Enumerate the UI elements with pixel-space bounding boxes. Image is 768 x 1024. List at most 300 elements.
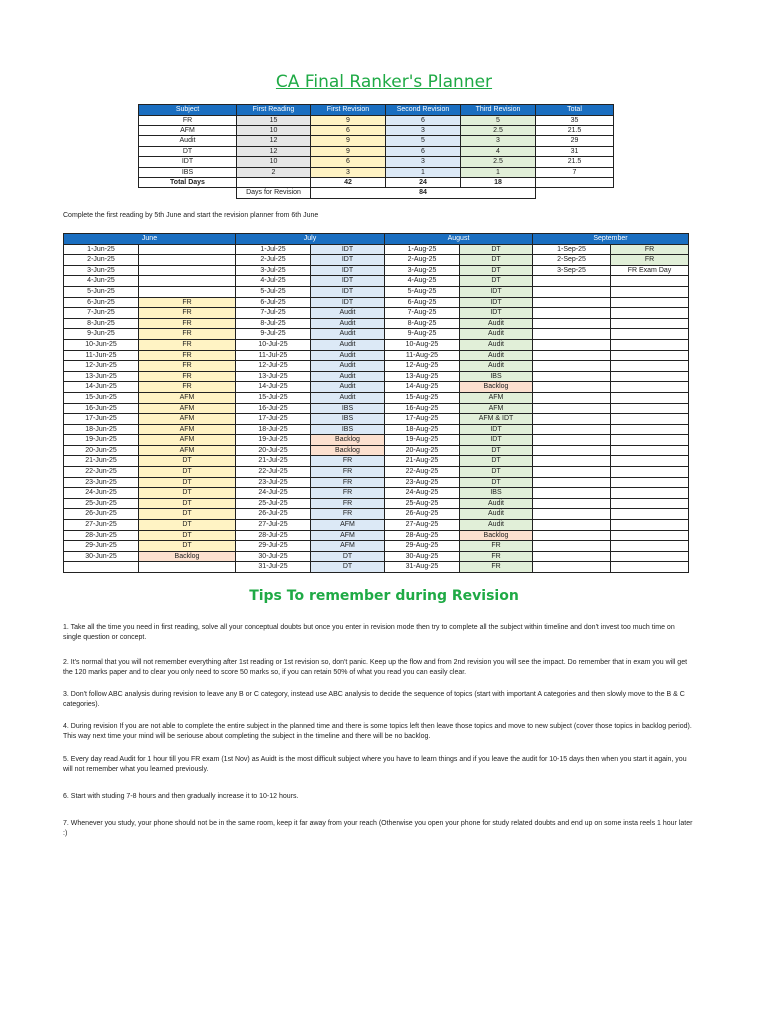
summary-cell: 12 xyxy=(237,136,311,146)
date-cell xyxy=(533,392,611,403)
date-cell: 4-Jul-25 xyxy=(236,276,311,287)
subject-cell xyxy=(611,339,689,350)
date-cell: 9-Aug-25 xyxy=(385,329,460,340)
subject-cell xyxy=(611,392,689,403)
summary-cell: 3 xyxy=(311,167,386,177)
date-cell: 20-Aug-25 xyxy=(385,445,460,456)
date-cell xyxy=(533,318,611,329)
date-cell: 10-Jun-25 xyxy=(64,339,139,350)
date-cell: 13-Jun-25 xyxy=(64,371,139,382)
date-cell: 25-Aug-25 xyxy=(385,498,460,509)
tip-item: 4. During revision If you are not able to complete the entire subject in the planned time and there is some topics left then leave those topics and move to new subject (cover those topics in backlog period). This way next time your mind will be seriouse about completing the subject in the timeline and there will be no backlog. xyxy=(63,723,692,740)
subject-cell: DT xyxy=(460,276,533,287)
tip-item: 5. Every day read Audit for 1 hour till you FR exam (1st Nov) as Auidt is the most difficult subject where you have to learn things and if you leave the audit for 10-15 days then when you start it again, you will not remember what you learned previously. xyxy=(63,756,687,773)
month-header-september: September xyxy=(533,234,689,245)
date-cell xyxy=(533,297,611,308)
date-cell: 31-Aug-25 xyxy=(385,562,460,573)
date-cell: 11-Jun-25 xyxy=(64,350,139,361)
date-cell: 8-Jul-25 xyxy=(236,318,311,329)
month-header-june: June xyxy=(64,234,236,245)
date-cell: 14-Aug-25 xyxy=(385,382,460,393)
subject-cell: FR xyxy=(311,477,385,488)
date-cell xyxy=(533,382,611,393)
summary-cell: 10 xyxy=(237,126,311,136)
days-for-revision-row xyxy=(139,188,614,198)
summary-cell: 6 xyxy=(311,126,386,136)
planner-row xyxy=(64,276,689,287)
planner-row xyxy=(64,520,689,531)
planner-row xyxy=(64,265,689,276)
subject-cell xyxy=(611,382,689,393)
date-cell: 16-Aug-25 xyxy=(385,403,460,414)
date-cell xyxy=(533,541,611,552)
date-cell: 6-Aug-25 xyxy=(385,297,460,308)
subject-cell: AFM xyxy=(139,445,236,456)
subject-cell: DT xyxy=(139,477,236,488)
planner-row xyxy=(64,445,689,456)
subject-cell: AFM xyxy=(311,530,385,541)
subject-cell: FR xyxy=(139,329,236,340)
date-cell: 15-Aug-25 xyxy=(385,392,460,403)
date-cell: 23-Jul-25 xyxy=(236,477,311,488)
subject-cell: AFM xyxy=(139,392,236,403)
date-cell: 27-Jul-25 xyxy=(236,520,311,531)
subject-cell: FR xyxy=(139,339,236,350)
date-cell xyxy=(533,498,611,509)
date-cell: 5-Aug-25 xyxy=(385,286,460,297)
date-cell: 14-Jul-25 xyxy=(236,382,311,393)
date-cell: 3-Jul-25 xyxy=(236,265,311,276)
planner-row xyxy=(64,541,689,552)
date-cell: 26-Aug-25 xyxy=(385,509,460,520)
date-cell: 30-Jun-25 xyxy=(64,551,139,562)
summary-cell: 5 xyxy=(386,136,461,146)
subject-cell xyxy=(611,477,689,488)
tips-title: Tips To remember during Revision xyxy=(249,588,519,604)
subject-cell: FR xyxy=(611,255,689,266)
summary-cell: 3 xyxy=(386,126,461,136)
subject-cell xyxy=(611,530,689,541)
subject-cell xyxy=(611,551,689,562)
subject-cell xyxy=(611,562,689,573)
subject-cell: FR xyxy=(139,361,236,372)
planner-row xyxy=(64,403,689,414)
date-cell xyxy=(533,276,611,287)
subject-cell: DT xyxy=(460,255,533,266)
summary-cell: 4 xyxy=(461,146,536,156)
summary-cell: 7 xyxy=(536,167,614,177)
date-cell: 6-Jul-25 xyxy=(236,297,311,308)
date-cell: 8-Jun-25 xyxy=(64,318,139,329)
summary-cell: AFM xyxy=(139,126,237,136)
summary-cell: 21.5 xyxy=(536,126,614,136)
summary-total-cell: 24 xyxy=(386,178,461,188)
summary-header-cell: Total xyxy=(536,105,614,116)
subject-cell xyxy=(611,488,689,499)
subject-cell xyxy=(611,308,689,319)
summary-cell: 6 xyxy=(311,157,386,167)
date-cell: 25-Jul-25 xyxy=(236,498,311,509)
days-for-revision-label: Days for Revision xyxy=(237,188,311,198)
planner-row xyxy=(64,297,689,308)
tip-item: 6. Start with studing 7-8 hours and then gradually increase it to 10-12 hours. xyxy=(63,793,299,800)
summary-cell: IBS xyxy=(139,167,237,177)
planner-row xyxy=(64,467,689,478)
subject-cell: IDT xyxy=(460,308,533,319)
date-cell: 22-Aug-25 xyxy=(385,467,460,478)
subject-cell: Audit xyxy=(460,509,533,520)
planner-row xyxy=(64,318,689,329)
subject-cell: FR xyxy=(139,371,236,382)
month-header-july: July xyxy=(236,234,385,245)
planner-row xyxy=(64,350,689,361)
summary-total-cell: 42 xyxy=(311,178,386,188)
subject-cell: DT xyxy=(460,467,533,478)
subject-cell xyxy=(611,435,689,446)
date-cell: 24-Aug-25 xyxy=(385,488,460,499)
summary-row xyxy=(139,146,614,156)
date-cell xyxy=(533,339,611,350)
date-cell: 11-Aug-25 xyxy=(385,350,460,361)
tip-item: 7. Whenever you study, your phone should not be in the same room, keep it far away from your reach (Otherwise you open your phone for study related doubts and end up on some insta reels 1 hour later :) xyxy=(63,820,693,837)
subject-cell: Backlog xyxy=(460,530,533,541)
subject-cell xyxy=(611,520,689,531)
date-cell: 17-Jun-25 xyxy=(64,414,139,425)
subject-cell: DT xyxy=(460,477,533,488)
date-cell: 30-Aug-25 xyxy=(385,551,460,562)
subject-cell xyxy=(611,371,689,382)
subject-cell xyxy=(611,456,689,467)
subject-cell: FR xyxy=(460,551,533,562)
summary-cell: 1 xyxy=(461,167,536,177)
subject-cell xyxy=(611,509,689,520)
date-cell: 25-Jun-25 xyxy=(64,498,139,509)
revision-planner-table xyxy=(63,233,689,573)
summary-cell: 35 xyxy=(536,115,614,125)
subject-cell xyxy=(139,255,236,266)
date-cell xyxy=(533,488,611,499)
date-cell: 28-Jul-25 xyxy=(236,530,311,541)
subject-cell: AFM xyxy=(311,520,385,531)
subject-cell: AFM xyxy=(460,403,533,414)
subject-cell xyxy=(139,276,236,287)
summary-row xyxy=(139,126,614,136)
subject-cell xyxy=(611,541,689,552)
summary-cell: 9 xyxy=(311,136,386,146)
date-cell: 17-Aug-25 xyxy=(385,414,460,425)
subject-cell: IBS xyxy=(311,414,385,425)
subject-cell: Backlog xyxy=(311,445,385,456)
subject-cell: Audit xyxy=(311,308,385,319)
date-cell xyxy=(533,467,611,478)
summary-row xyxy=(139,167,614,177)
planner-row xyxy=(64,255,689,266)
date-cell: 10-Aug-25 xyxy=(385,339,460,350)
subject-cell: DT xyxy=(139,530,236,541)
summary-total-cell xyxy=(536,178,614,188)
date-cell: 7-Jun-25 xyxy=(64,308,139,319)
date-cell: 29-Jun-25 xyxy=(64,541,139,552)
date-cell: 3-Aug-25 xyxy=(385,265,460,276)
subject-cell: IDT xyxy=(311,244,385,255)
date-cell: 19-Jul-25 xyxy=(236,435,311,446)
subject-cell: DT xyxy=(139,541,236,552)
date-cell: 10-Jul-25 xyxy=(236,339,311,350)
tip-item: 3. Don't follow ABC analysis during revision to leave any B or C category, instead use ABC analysis to decide the sequence of topics (start with important A categories and then slowly move to the B & C categories). xyxy=(63,691,685,708)
subject-cell: Audit xyxy=(311,392,385,403)
date-cell: 28-Aug-25 xyxy=(385,530,460,541)
date-cell: 27-Jun-25 xyxy=(64,520,139,531)
subject-cell xyxy=(611,498,689,509)
subject-cell xyxy=(139,286,236,297)
date-cell: 2-Sep-25 xyxy=(533,255,611,266)
date-cell: 2-Jun-25 xyxy=(64,255,139,266)
summary-cell: 6 xyxy=(386,146,461,156)
summary-cell: 3 xyxy=(461,136,536,146)
subject-cell: DT xyxy=(460,265,533,276)
subject-cell: AFM xyxy=(139,424,236,435)
date-cell: 20-Jul-25 xyxy=(236,445,311,456)
summary-total-cell: Total Days xyxy=(139,178,237,188)
planner-row xyxy=(64,562,689,573)
subject-cell: DT xyxy=(460,244,533,255)
date-cell: 29-Aug-25 xyxy=(385,541,460,552)
subject-cell: Audit xyxy=(311,329,385,340)
summary-total-cell: 18 xyxy=(461,178,536,188)
date-cell: 9-Jul-25 xyxy=(236,329,311,340)
subject-cell: AFM xyxy=(139,414,236,425)
date-cell: 29-Jul-25 xyxy=(236,541,311,552)
subject-cell: IBS xyxy=(311,424,385,435)
subject-cell: IBS xyxy=(311,403,385,414)
subject-cell: FR xyxy=(311,509,385,520)
date-cell xyxy=(533,435,611,446)
date-cell xyxy=(64,562,139,573)
subject-cell: IBS xyxy=(460,488,533,499)
date-cell xyxy=(533,350,611,361)
tip-item: 1. Take all the time you need in first reading, solve all your conceptual doubts but once you enter in revision mode then try to complete all the subject within timeline and don't invest too much time on single question or concept. xyxy=(63,624,675,641)
subject-cell: Backlog xyxy=(139,551,236,562)
date-cell xyxy=(533,520,611,531)
subject-cell: FR xyxy=(460,541,533,552)
month-header-august: August xyxy=(385,234,533,245)
subject-cell: IDT xyxy=(460,297,533,308)
summary-cell: 9 xyxy=(311,146,386,156)
blank-cell xyxy=(139,188,237,198)
planner-row xyxy=(64,392,689,403)
summary-row xyxy=(139,157,614,167)
subject-cell: FR xyxy=(139,318,236,329)
planner-row xyxy=(64,551,689,562)
subject-cell xyxy=(611,276,689,287)
summary-cell: 6 xyxy=(386,115,461,125)
summary-row xyxy=(139,115,614,125)
summary-total-row xyxy=(139,178,614,188)
date-cell: 11-Jul-25 xyxy=(236,350,311,361)
subject-cell: DT xyxy=(139,467,236,478)
summary-cell: 31 xyxy=(536,146,614,156)
date-cell: 6-Jun-25 xyxy=(64,297,139,308)
subject-cell: Audit xyxy=(460,329,533,340)
date-cell: 26-Jul-25 xyxy=(236,509,311,520)
date-cell xyxy=(533,456,611,467)
date-cell: 3-Jun-25 xyxy=(64,265,139,276)
subject-cell: Audit xyxy=(311,350,385,361)
subject-cell: FR xyxy=(311,467,385,478)
summary-cell: 2 xyxy=(237,167,311,177)
date-cell xyxy=(533,308,611,319)
subject-cell: Audit xyxy=(311,318,385,329)
subject-cell: AFM xyxy=(139,403,236,414)
date-cell: 18-Aug-25 xyxy=(385,424,460,435)
date-cell: 24-Jun-25 xyxy=(64,488,139,499)
subject-cell: IDT xyxy=(311,286,385,297)
planner-row xyxy=(64,371,689,382)
blank-cell xyxy=(536,188,614,198)
summary-row xyxy=(139,136,614,146)
summary-cell: FR xyxy=(139,115,237,125)
date-cell: 21-Aug-25 xyxy=(385,456,460,467)
date-cell: 5-Jun-25 xyxy=(64,286,139,297)
subject-cell xyxy=(611,286,689,297)
date-cell: 7-Aug-25 xyxy=(385,308,460,319)
subject-cell: DT xyxy=(139,498,236,509)
planner-row xyxy=(64,339,689,350)
subject-cell: Audit xyxy=(460,361,533,372)
subject-cell: DT xyxy=(460,445,533,456)
tip-item: 2. It's normal that you will not remember everything after 1st reading or 1st revision so, don't panic. Keep up the flow and from 2nd revision you will see the impact. Do remember that in exam you will get the 120 marks paper and to clear you only need to score 50 marks so, if you can retain 50% of what you read you can easily clear. xyxy=(63,659,688,676)
subject-cell: FR xyxy=(139,297,236,308)
summary-cell: 15 xyxy=(237,115,311,125)
subject-cell xyxy=(611,467,689,478)
subject-cell xyxy=(611,445,689,456)
date-cell: 19-Aug-25 xyxy=(385,435,460,446)
subject-cell: Audit xyxy=(311,382,385,393)
subject-cell: DT xyxy=(139,520,236,531)
date-cell: 31-Jul-25 xyxy=(236,562,311,573)
summary-cell: 5 xyxy=(461,115,536,125)
planner-row xyxy=(64,477,689,488)
subject-cell: DT xyxy=(311,551,385,562)
summary-cell: 29 xyxy=(536,136,614,146)
summary-cell: 12 xyxy=(237,146,311,156)
planner-row xyxy=(64,244,689,255)
date-cell: 12-Aug-25 xyxy=(385,361,460,372)
summary-header-cell: Third Revision xyxy=(461,105,536,116)
date-cell xyxy=(533,329,611,340)
planner-row xyxy=(64,382,689,393)
date-cell: 1-Jun-25 xyxy=(64,244,139,255)
summary-cell: DT xyxy=(139,146,237,156)
summary-cell: IDT xyxy=(139,157,237,167)
subject-cell xyxy=(139,265,236,276)
summary-header-cell: First Reading xyxy=(237,105,311,116)
subject-cell: FR xyxy=(311,498,385,509)
date-cell xyxy=(533,286,611,297)
date-cell: 16-Jul-25 xyxy=(236,403,311,414)
planner-row xyxy=(64,424,689,435)
subject-cell: DT xyxy=(311,562,385,573)
date-cell xyxy=(533,445,611,456)
date-cell xyxy=(533,509,611,520)
planner-row xyxy=(64,286,689,297)
subject-cell: IDT xyxy=(460,286,533,297)
date-cell xyxy=(533,530,611,541)
date-cell: 23-Jun-25 xyxy=(64,477,139,488)
date-cell: 7-Jul-25 xyxy=(236,308,311,319)
subject-cell: FR xyxy=(460,562,533,573)
date-cell xyxy=(533,551,611,562)
date-cell: 12-Jul-25 xyxy=(236,361,311,372)
date-cell: 12-Jun-25 xyxy=(64,361,139,372)
date-cell xyxy=(533,403,611,414)
subject-cell: Audit xyxy=(311,339,385,350)
page-title: CA Final Ranker's Planner xyxy=(275,72,493,92)
subject-cell: FR xyxy=(311,488,385,499)
date-cell: 1-Jul-25 xyxy=(236,244,311,255)
date-cell: 15-Jun-25 xyxy=(64,392,139,403)
date-cell xyxy=(533,371,611,382)
date-cell: 1-Sep-25 xyxy=(533,244,611,255)
date-cell: 18-Jun-25 xyxy=(64,424,139,435)
summary-table xyxy=(138,104,614,199)
subject-cell: IDT xyxy=(460,435,533,446)
date-cell: 19-Jun-25 xyxy=(64,435,139,446)
date-cell: 24-Jul-25 xyxy=(236,488,311,499)
summary-cell: 3 xyxy=(386,157,461,167)
subject-cell xyxy=(611,414,689,425)
date-cell xyxy=(533,361,611,372)
date-cell xyxy=(533,414,611,425)
summary-total-cell xyxy=(237,178,311,188)
date-cell: 13-Jul-25 xyxy=(236,371,311,382)
summary-cell: 2.5 xyxy=(461,157,536,167)
subject-cell xyxy=(611,403,689,414)
subject-cell: AFM xyxy=(139,435,236,446)
subject-cell xyxy=(611,329,689,340)
date-cell: 1-Aug-25 xyxy=(385,244,460,255)
planner-row xyxy=(64,329,689,340)
instruction-note: Complete the first reading by 5th June and start the revision planner from 6th June xyxy=(63,212,319,219)
subject-cell: DT xyxy=(139,488,236,499)
date-cell xyxy=(533,562,611,573)
subject-cell: AFM & IDT xyxy=(460,414,533,425)
subject-cell: IDT xyxy=(311,255,385,266)
date-cell: 26-Jun-25 xyxy=(64,509,139,520)
planner-row xyxy=(64,530,689,541)
subject-cell: Audit xyxy=(460,520,533,531)
date-cell: 17-Jul-25 xyxy=(236,414,311,425)
subject-cell: Audit xyxy=(311,371,385,382)
date-cell: 8-Aug-25 xyxy=(385,318,460,329)
subject-cell: IDT xyxy=(311,265,385,276)
date-cell: 15-Jul-25 xyxy=(236,392,311,403)
subject-cell: DT xyxy=(460,456,533,467)
summary-cell: 21.5 xyxy=(536,157,614,167)
subject-cell: FR xyxy=(611,244,689,255)
date-cell: 9-Jun-25 xyxy=(64,329,139,340)
subject-cell: FR xyxy=(139,350,236,361)
subject-cell: DT xyxy=(139,456,236,467)
date-cell: 5-Jul-25 xyxy=(236,286,311,297)
planner-row xyxy=(64,488,689,499)
subject-cell: FR xyxy=(139,308,236,319)
subject-cell xyxy=(611,350,689,361)
planner-row xyxy=(64,498,689,509)
subject-cell: IDT xyxy=(460,424,533,435)
subject-cell: FR Exam Day xyxy=(611,265,689,276)
summary-header-cell: Second Revision xyxy=(386,105,461,116)
